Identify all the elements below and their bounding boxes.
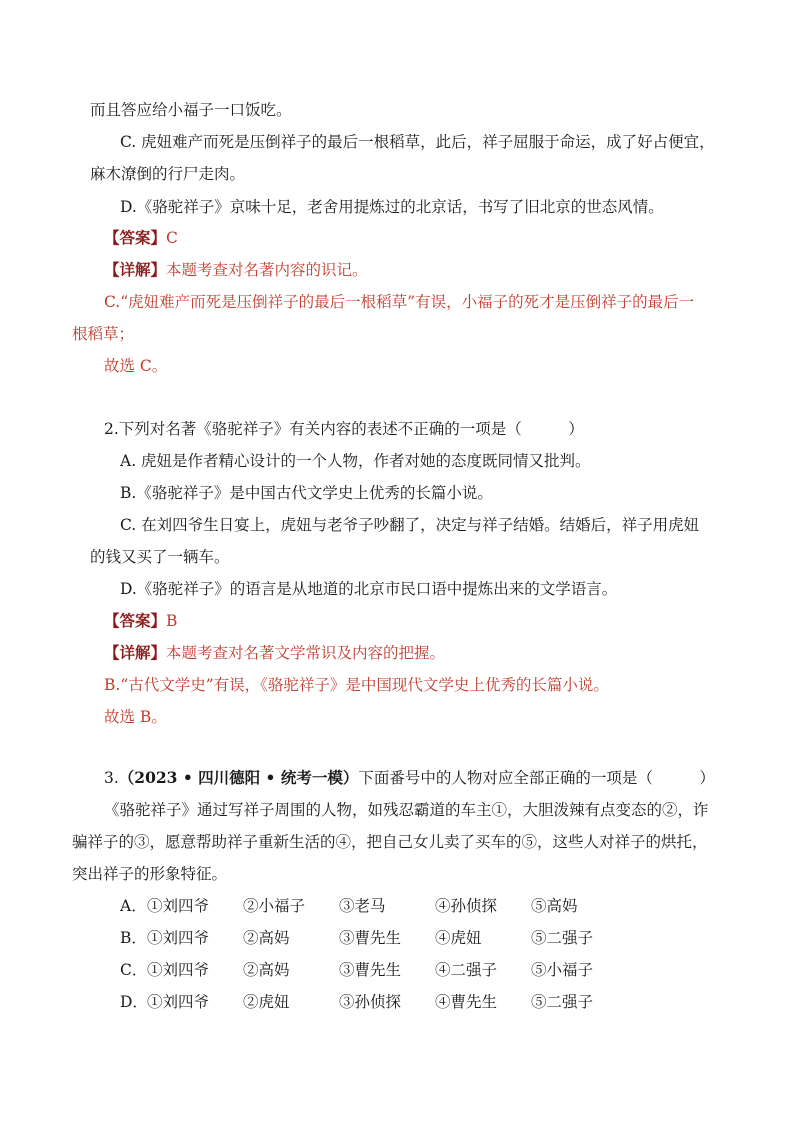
option-choice-3: ③孙侦探	[339, 993, 402, 1011]
option-choice-3: ③曹先生	[339, 961, 402, 979]
q2-option-c-line2: 的钱又买了一辆车。	[90, 548, 230, 566]
q3-option-b	[0, 927, 794, 949]
q1-conclusion: 故选 C。	[104, 357, 168, 375]
option-choice-1: ①刘四爷	[147, 929, 210, 947]
q2-stem: 2.下列对名著《骆驼祥子》有关内容的表述不正确的一项是（ ）	[104, 420, 584, 438]
q3-passage-line1: 《骆驼祥子》通过写祥子周围的人物，如残忍霸道的车主①，大胆泼辣有点变态的②，诈	[104, 801, 709, 819]
option-choice-5: ⑤二强子	[531, 929, 594, 947]
q2-explanation	[104, 642, 445, 664]
q3-option-c	[0, 959, 794, 981]
q1-explanation	[104, 259, 368, 281]
q3-passage-line3: 突出祥子的形象特征。	[72, 865, 228, 883]
q1-explanation-detail-line2: 根稻草；	[72, 325, 135, 343]
q3-option-a	[0, 895, 794, 917]
option-choice-4: ④孙侦探	[435, 897, 498, 915]
explain-label: 【详解】	[104, 260, 167, 279]
q2-option-c-line1: C. 在刘四爷生日宴上，虎妞与老爷子吵翻了，决定与祥子结婚。结婚后，祥子用虎妞	[120, 516, 700, 534]
answer-label: 【答案】	[104, 611, 167, 630]
option-letter: D．	[120, 993, 148, 1011]
option-choice-1: ①刘四爷	[147, 961, 210, 979]
q1-answer	[104, 227, 178, 249]
option-choice-2: ②小福子	[243, 897, 306, 915]
q3-passage-line2: 骗祥子的③，愿意帮助祥子重新生活的④，把自己女儿卖了买车的⑤，这些人对祥子的烘托，	[72, 833, 708, 851]
option-choice-1: ①刘四爷	[147, 897, 210, 915]
option-letter: B．	[120, 929, 147, 947]
option-choice-1: ①刘四爷	[147, 993, 210, 1011]
option-choice-4: ④虎妞	[435, 929, 482, 947]
q1-continuation: 而且答应给小福子一口饭吃。	[90, 101, 292, 119]
q2-answer	[104, 610, 177, 632]
option-choice-2: ②高妈	[243, 929, 290, 947]
option-choice-3: ③老马	[339, 897, 386, 915]
q1-option-d: D.《骆驼祥子》京味十足，老舍用提炼过的北京话，书写了旧北京的世态风情。	[120, 198, 664, 216]
option-choice-2: ②高妈	[243, 961, 290, 979]
q3-stem-text: 下面番号中的人物对应全部正确的一项是（ ）	[358, 769, 715, 787]
option-letter: C．	[120, 961, 148, 979]
q2-option-b: B.《骆驼祥子》是中国古代文学史上优秀的长篇小说。	[120, 484, 493, 502]
q3-number: 3.	[104, 769, 119, 787]
q1-explanation-detail-line1: C.“虎妞难产而死是压倒祥子的最后一根稻草”有误，小福子的死才是压倒祥子的最后一	[104, 293, 695, 311]
option-choice-5: ⑤小福子	[531, 961, 594, 979]
q2-option-a: A. 虎妞是作者精心设计的一个人物，作者对她的态度既同情又批判。	[120, 452, 591, 470]
answer-value: B	[166, 612, 178, 630]
option-choice-5: ⑤二强子	[531, 993, 594, 1011]
option-choice-2: ②虎妞	[243, 993, 290, 1011]
option-choice-4: ④二强子	[435, 961, 498, 979]
option-choice-4: ④曹先生	[435, 993, 498, 1011]
q2-option-d: D.《骆驼祥子》的语言是从地道的北京市民口语中提炼出来的文学语言。	[120, 580, 618, 598]
explain-text: 本题考查对名著内容的识记。	[166, 261, 368, 279]
option-choice-5: ⑤高妈	[531, 897, 578, 915]
q1-option-c-line1: C. 虎妞难产而死是压倒祥子的最后一根稻草，此后，祥子屈服于命运，成了好占便宜，	[120, 133, 715, 151]
answer-value: C	[166, 229, 178, 247]
q3-source: （2023 • 四川德阳 • 统考一模）	[118, 768, 359, 787]
q1-option-c-line2: 麻木潦倒的行尸走肉。	[90, 165, 246, 183]
option-letter: A．	[120, 897, 147, 915]
q3-option-d	[0, 991, 794, 1013]
q3-stem	[104, 767, 715, 789]
q2-conclusion: 故选 B。	[104, 708, 167, 726]
option-choice-3: ③曹先生	[339, 929, 402, 947]
explain-text: 本题考查对名著文学常识及内容的把握。	[166, 644, 446, 662]
answer-label: 【答案】	[104, 228, 167, 247]
q2-explanation-detail: B.“古代文学史”有误，《骆驼祥子》是中国现代文学史上优秀的长篇小说。	[104, 676, 609, 694]
explain-label: 【详解】	[104, 643, 167, 662]
